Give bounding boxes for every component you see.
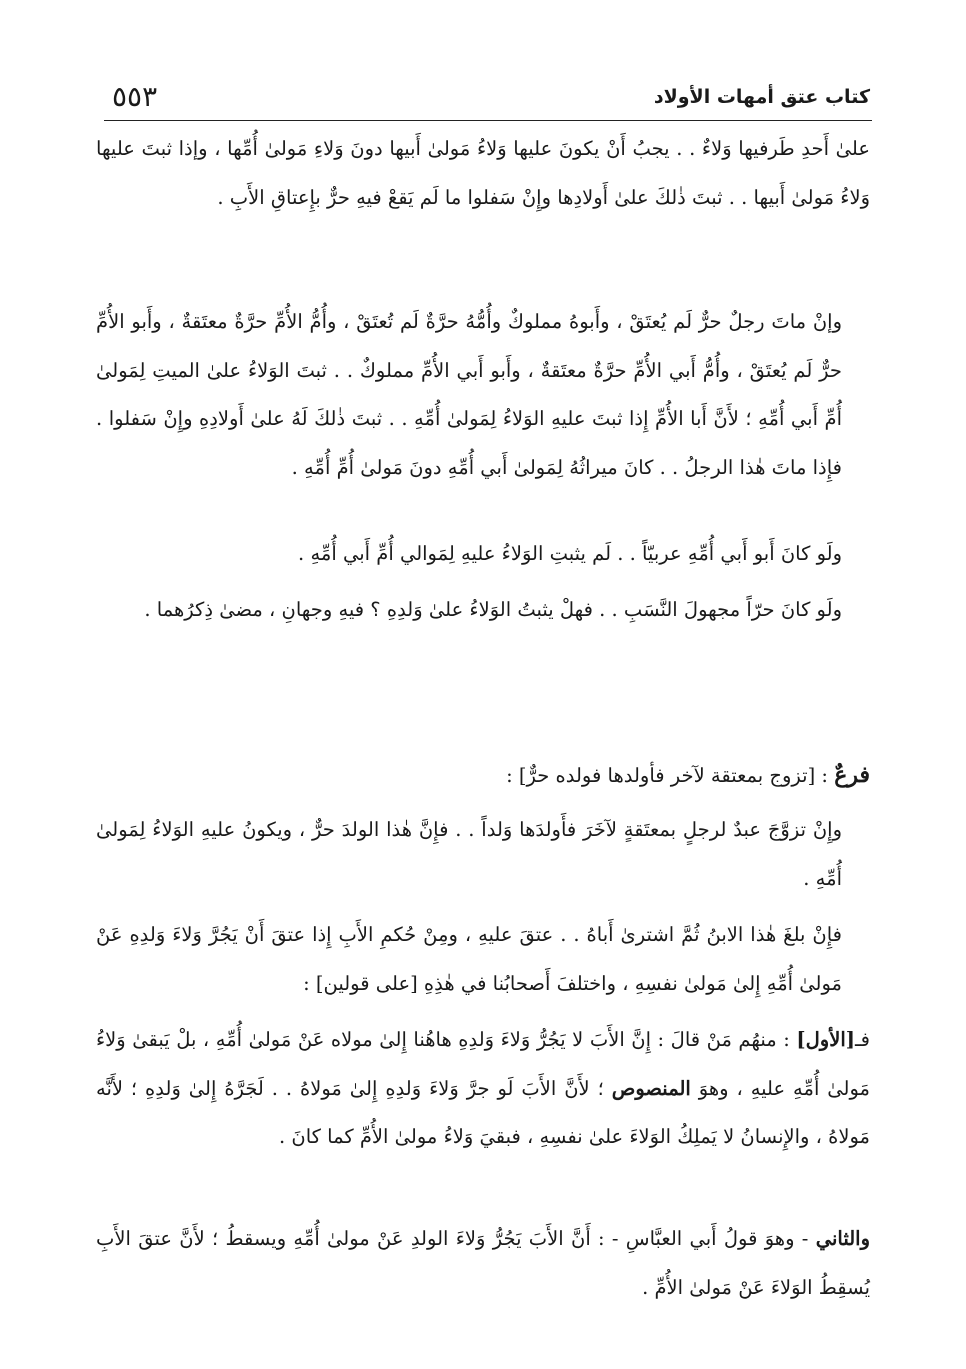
second-opinion-label: والثاني — [815, 1227, 870, 1250]
branch-line — [96, 751, 870, 801]
first-prefix: فـ — [854, 1028, 871, 1051]
running-title: كتاب عتق أمهات الأولاد — [653, 86, 870, 108]
branch-heading — [96, 751, 870, 801]
paragraph-text — [96, 1215, 870, 1312]
paragraph-text: علىٰ أَحدِ طَرفيها وَلاءٌ . . يجبُ أَنْ يكونَ عليها وَلاءُ مَولىٰ أَبيها دونَ وَلاءِ مَولىٰ أُمِّها ، وإذا ثبتَ عليها وَلاءُ مَولىٰ أَبيها . . ثبتَ ذٰلكَ علىٰ أَولادِها وإِنْ سَفلوا ما لَم يَقعْ فيهِ حرٌّ بإِعتاقِ الأَبِ . — [96, 137, 870, 209]
paragraph-7 — [96, 911, 870, 1008]
branch-label: فرعٌ — [834, 762, 870, 788]
paragraph-text — [96, 1016, 870, 1162]
paragraph-4 — [96, 586, 870, 635]
header-divider — [104, 120, 872, 121]
paragraph-2 — [96, 298, 870, 492]
first-opinion-label: [الأول] — [796, 1028, 855, 1051]
branch-title: : [تزوج بمعتقة لآخر فأولدها فولده حرٌّ] : — [506, 764, 828, 787]
paragraph-first-opinion — [96, 1016, 870, 1162]
paragraph-text: وإِنْ تزوَّجَ عبدٌ لرجلٍ بمعتَقةٍ لآخَرَ فأَولدَها وَلداً . . فإِنَّ هٰذا الولدَ حرٌّ ، ويكونُ عليهِ الوَلاءُ لِمَولىٰ أُمِّهِ . — [96, 818, 842, 890]
paragraph-text: فإِنْ بلغَ هٰذا الابنُ ثُمَّ اشترىٰ أَباهُ . . عتقَ عليهِ ، ومِنْ حُكمِ الأَبِ إِذا عتقَ أَنْ يَجُرَّ وَلاءَ وَلدِهِ عَنْ مَولىٰ أُمِّهِ إِلىٰ مَولىٰ نفسِهِ ، واختلفَ أَصحابُنا في هٰذِهِ [على قولين] : — [96, 923, 842, 995]
paragraph-text: ولَو كانَ أَبو أَبي أُمِّهِ عربيّاً . . لَم يثبتِ الوَلاءُ عليهِ لِمَوالي أُمِّ أَبي أُمِّهِ . — [298, 542, 842, 565]
first-opinion-continuation: ؛ لأَنَّ الأَبَ لَو جرَّ وَلاءَ وَلدِهِ إِلىٰ مَولاهُ . . لَجَرَّهُ إِلىٰ وَلدِهِ ؛ لأَنَّه مَولاهُ ، والإِنسانُ لا يَملِكُ الوَلاءَ علىٰ نفسِهِ ، فبقيَ وَلاءُ مولىٰ الأُمِّ كما كانَ . — [96, 1076, 870, 1148]
mansus-label: المنصوص — [611, 1076, 691, 1100]
paragraph-text: وإنْ ماتَ رجلٌ حرٌّ لَم يُعتَقْ ، وأَبوهُ مملوكٌ وأُمُّهُ حرَّةٌ لَم تُعتَقْ ، وأُمُّ الأُمِّ حرَّةٌ معتَقةٌ ، وأَبو الأُمِّ حرٌّ لَم يُعتَقْ ، وأُمُّ أَبي الأُمِّ حرَّةٌ معتَقةٌ ، وأَبو أَبي الأُمِّ مملوكٌ . . ثبتَ الوَلاءُ علىٰ الميتِ لِمَولىٰ أُمِّ أَبي أُمِّهِ ؛ لأَنَّ أَبا الأُمِّ إِذا ثبتَ عليهِ الوَلاءُ لِمَولىٰ أُمِّهِ . . ثبتَ ذٰلكَ لَهُ علىٰ أَولادِهِ وإِنْ سَفلوا . فإِذا ماتَ هٰذا الرجلُ . . كانَ ميراثُهُ لِمَولىٰ أَبي أُمِّهِ دونَ مَولىٰ أُمِّ أُمِّهِ . — [96, 310, 842, 479]
page-number: ٥٥٣ — [112, 80, 158, 113]
page-header — [112, 78, 870, 122]
paragraph-text: ولَو كانَ حرّاً مجهولَ النَّسَبِ . . فهلْ يثبتُ الوَلاءُ علىٰ وَلدِهِ ؟ فيهِ وجهانِ ، مضىٰ ذِكرُهما . — [144, 598, 842, 621]
paragraph-3 — [96, 530, 870, 579]
first-opinion-text: : منهُم مَنْ قالَ : إِنَّ الأَبَ لا يَجُرُّ وَلاءَ وَلدِهِ هاهُنا إِلىٰ مولاه عَنْ مَولىٰ أُمِّهِ ، بلْ يَبقىٰ وَلاءُ مَولىٰ أُمِّهِ عليهِ ، وهوَ — [96, 1028, 871, 1100]
paragraph-1 — [96, 125, 870, 222]
second-opinion-text: - وهوَ قولُ أَبي العبَّاسِ - : أَنَّ الأَبَ يَجُرُّ وَلاءَ الولدِ عَنْ مولىٰ أُمِّهِ ويسقطُ ؛ لأَنَّ عتقَ الأَبِ يُسقِطُ الوَلاءَ عَنْ مَولىٰ الأُمِّ . — [96, 1227, 870, 1299]
paragraph-6 — [96, 806, 870, 903]
paragraph-second-opinion — [96, 1215, 870, 1312]
